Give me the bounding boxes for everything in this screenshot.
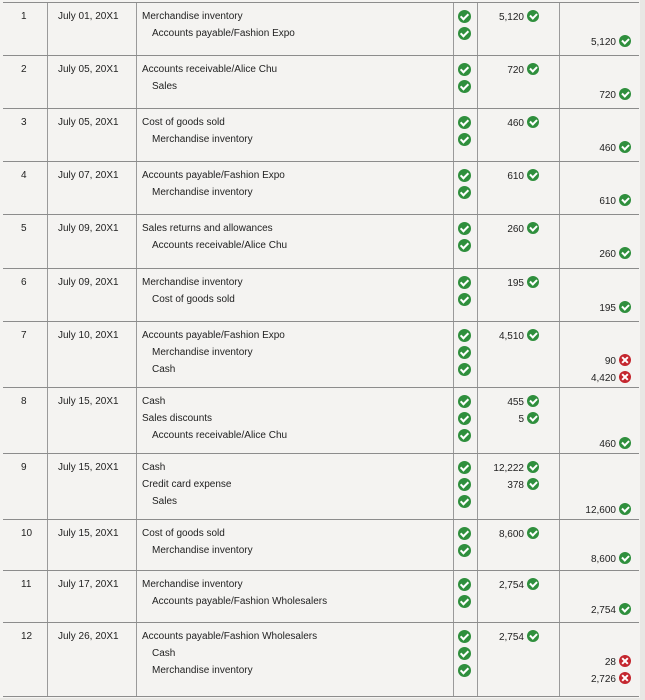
debit-value: 610 bbox=[507, 170, 524, 182]
column-divider bbox=[559, 215, 560, 268]
entry-date[interactable]: July 05, 20X1 bbox=[58, 64, 119, 75]
credit-value: 90 bbox=[604, 355, 616, 367]
column-divider bbox=[559, 56, 560, 108]
line-correct-icon bbox=[458, 10, 472, 24]
credit-amount[interactable] bbox=[599, 248, 631, 260]
correct-check-icon bbox=[527, 527, 539, 539]
account-name[interactable]: Sales bbox=[152, 81, 178, 92]
line-correct-icon bbox=[458, 647, 472, 661]
correct-check-icon bbox=[527, 10, 539, 22]
entry-number: 7 bbox=[21, 330, 27, 341]
correct-check-icon bbox=[527, 222, 539, 234]
column-divider bbox=[559, 454, 560, 519]
line-correct-icon bbox=[458, 80, 472, 94]
correct-check-icon bbox=[619, 503, 631, 515]
account-name[interactable]: Accounts payable/Fashion Wholesalers bbox=[142, 631, 318, 642]
journal-entry bbox=[3, 2, 639, 55]
account-name[interactable]: Cost of goods sold bbox=[142, 117, 225, 128]
debit-amount[interactable] bbox=[499, 330, 539, 342]
credit-value: 460 bbox=[599, 142, 616, 154]
journal-entry bbox=[3, 321, 639, 387]
column-divider bbox=[136, 269, 137, 321]
account-name[interactable]: Accounts receivable/Alice Chu bbox=[142, 64, 278, 75]
line-correct-icon bbox=[458, 595, 472, 609]
entry-date[interactable]: July 10, 20X1 bbox=[58, 330, 119, 341]
correct-check-icon bbox=[527, 412, 539, 424]
column-divider bbox=[559, 322, 560, 387]
line-correct-icon bbox=[458, 412, 472, 426]
credit-amount[interactable] bbox=[585, 504, 631, 516]
credit-amount[interactable] bbox=[605, 355, 631, 367]
column-divider bbox=[477, 162, 478, 214]
incorrect-x-icon bbox=[619, 655, 631, 667]
entry-date[interactable]: July 05, 20X1 bbox=[58, 117, 119, 128]
correct-check-icon bbox=[527, 478, 539, 490]
entry-number: 11 bbox=[21, 579, 32, 590]
debit-amount[interactable] bbox=[499, 631, 539, 643]
correct-check-icon bbox=[527, 63, 539, 75]
column-divider bbox=[136, 571, 137, 622]
column-divider bbox=[47, 269, 48, 321]
correct-check-icon bbox=[527, 116, 539, 128]
column-divider bbox=[477, 322, 478, 387]
column-divider bbox=[47, 215, 48, 268]
entry-number: 2 bbox=[21, 64, 27, 75]
line-correct-icon bbox=[458, 527, 472, 541]
column-divider bbox=[47, 109, 48, 161]
entry-number: 9 bbox=[21, 462, 27, 473]
debit-amount[interactable] bbox=[493, 462, 539, 474]
account-name[interactable]: Accounts payable/Fashion Wholesalers bbox=[152, 596, 328, 607]
account-name[interactable]: Sales returns and allowances bbox=[142, 223, 273, 234]
line-correct-icon bbox=[458, 461, 472, 475]
entry-number: 8 bbox=[21, 396, 27, 407]
account-name[interactable]: Merchandise inventory bbox=[142, 11, 243, 22]
correct-check-icon bbox=[527, 329, 539, 341]
column-divider bbox=[559, 269, 560, 321]
account-name[interactable]: Cost of goods sold bbox=[152, 294, 235, 305]
account-name[interactable]: Accounts payable/Fashion Expo bbox=[142, 330, 285, 341]
line-correct-icon bbox=[458, 346, 472, 360]
debit-value: 4,510 bbox=[498, 330, 524, 342]
entry-number: 10 bbox=[21, 528, 33, 539]
debit-value: 5,120 bbox=[498, 11, 524, 23]
column-divider bbox=[136, 322, 137, 387]
column-divider bbox=[559, 109, 560, 161]
column-divider bbox=[477, 109, 478, 161]
account-name[interactable]: Sales bbox=[152, 496, 178, 507]
credit-amount[interactable] bbox=[599, 142, 631, 154]
line-correct-icon bbox=[458, 186, 472, 200]
account-name[interactable]: Merchandise inventory bbox=[152, 134, 253, 145]
entry-number: 5 bbox=[21, 223, 27, 234]
correct-check-icon bbox=[619, 88, 631, 100]
credit-value: 12,600 bbox=[585, 504, 616, 516]
credit-value: 28 bbox=[604, 656, 616, 668]
debit-value: 720 bbox=[507, 64, 524, 76]
column-divider bbox=[453, 56, 454, 108]
debit-amount[interactable] bbox=[507, 117, 539, 129]
line-correct-icon bbox=[458, 27, 472, 41]
account-name[interactable]: Cash bbox=[152, 648, 176, 659]
correct-check-icon bbox=[527, 578, 539, 590]
column-divider bbox=[47, 623, 48, 696]
column-divider bbox=[477, 215, 478, 268]
column-divider bbox=[559, 388, 560, 453]
correct-check-icon bbox=[527, 461, 539, 473]
correct-check-icon bbox=[619, 194, 631, 206]
account-name[interactable]: Merchandise inventory bbox=[152, 665, 253, 676]
credit-value: 720 bbox=[599, 89, 616, 101]
entry-date[interactable]: July 15, 20X1 bbox=[58, 528, 119, 539]
line-correct-icon bbox=[458, 276, 472, 290]
debit-value: 2,754 bbox=[498, 579, 524, 591]
line-correct-icon bbox=[458, 169, 472, 183]
account-name[interactable]: Merchandise inventory bbox=[142, 277, 243, 288]
line-correct-icon bbox=[458, 329, 472, 343]
column-divider bbox=[136, 162, 137, 214]
credit-value: 8,600 bbox=[590, 553, 616, 565]
column-divider bbox=[453, 571, 454, 622]
column-divider bbox=[47, 3, 48, 55]
column-divider bbox=[136, 215, 137, 268]
debit-value: 260 bbox=[507, 223, 524, 235]
account-name[interactable]: Merchandise inventory bbox=[152, 187, 253, 198]
credit-value: 610 bbox=[599, 195, 616, 207]
incorrect-x-icon bbox=[619, 672, 631, 684]
column-divider bbox=[47, 162, 48, 214]
column-divider bbox=[453, 162, 454, 214]
correct-check-icon bbox=[619, 552, 631, 564]
credit-amount[interactable] bbox=[599, 438, 631, 450]
entry-date[interactable]: July 26, 20X1 bbox=[58, 631, 119, 642]
line-correct-icon bbox=[458, 478, 472, 492]
line-correct-icon bbox=[458, 664, 472, 678]
line-correct-icon bbox=[458, 116, 472, 130]
debit-value: 460 bbox=[507, 117, 524, 129]
entry-date[interactable]: July 09, 20X1 bbox=[58, 223, 119, 234]
debit-amount[interactable] bbox=[499, 528, 539, 540]
credit-amount[interactable] bbox=[599, 302, 631, 314]
debit-amount[interactable] bbox=[507, 170, 539, 182]
column-divider bbox=[477, 454, 478, 519]
debit-value: 12,222 bbox=[493, 462, 524, 474]
column-divider bbox=[136, 3, 137, 55]
entry-number: 1 bbox=[21, 11, 27, 22]
column-divider bbox=[477, 269, 478, 321]
credit-value: 2,726 bbox=[590, 673, 616, 685]
column-divider bbox=[453, 322, 454, 387]
column-divider bbox=[453, 623, 454, 696]
correct-check-icon bbox=[527, 169, 539, 181]
column-divider bbox=[559, 3, 560, 55]
column-divider bbox=[453, 520, 454, 570]
column-divider bbox=[453, 3, 454, 55]
credit-value: 5,120 bbox=[590, 36, 616, 48]
journal-entry bbox=[3, 519, 639, 570]
entry-date[interactable]: July 01, 20X1 bbox=[58, 11, 119, 22]
credit-amount[interactable] bbox=[599, 89, 631, 101]
line-correct-icon bbox=[458, 630, 472, 644]
column-divider bbox=[47, 454, 48, 519]
account-name[interactable]: Cash bbox=[142, 462, 166, 473]
column-divider bbox=[559, 520, 560, 570]
entry-date[interactable]: July 09, 20X1 bbox=[58, 277, 119, 288]
entry-number: 6 bbox=[21, 277, 27, 288]
column-divider bbox=[453, 269, 454, 321]
debit-value: 378 bbox=[507, 479, 524, 491]
journal-entry bbox=[3, 622, 639, 697]
debit-amount[interactable] bbox=[499, 579, 539, 591]
column-divider bbox=[47, 56, 48, 108]
line-correct-icon bbox=[458, 222, 472, 236]
incorrect-x-icon bbox=[619, 371, 631, 383]
account-name[interactable]: Accounts receivable/Alice Chu bbox=[152, 240, 288, 251]
journal-entry bbox=[3, 453, 639, 519]
credit-value: 4,420 bbox=[590, 372, 616, 384]
line-correct-icon bbox=[458, 395, 472, 409]
entry-date[interactable]: July 15, 20X1 bbox=[58, 462, 119, 473]
column-divider bbox=[477, 571, 478, 622]
column-divider bbox=[559, 571, 560, 622]
journal-entry bbox=[3, 570, 639, 622]
debit-amount[interactable] bbox=[499, 11, 539, 23]
debit-amount[interactable] bbox=[507, 223, 539, 235]
account-name[interactable]: Sales discounts bbox=[142, 413, 213, 424]
correct-check-icon bbox=[619, 603, 631, 615]
credit-amount[interactable] bbox=[591, 673, 631, 685]
account-name[interactable]: Credit card expense bbox=[142, 479, 232, 490]
line-correct-icon bbox=[458, 544, 472, 558]
entry-number: 3 bbox=[21, 117, 27, 128]
column-divider bbox=[47, 388, 48, 453]
debit-value: 455 bbox=[507, 396, 524, 408]
debit-amount[interactable] bbox=[518, 413, 539, 425]
journal-entry bbox=[3, 214, 639, 268]
journal-entry bbox=[3, 387, 639, 453]
account-name[interactable]: Cash bbox=[152, 364, 176, 375]
column-divider bbox=[477, 56, 478, 108]
credit-value: 460 bbox=[599, 438, 616, 450]
column-divider bbox=[47, 322, 48, 387]
correct-check-icon bbox=[619, 141, 631, 153]
column-divider bbox=[47, 520, 48, 570]
line-correct-icon bbox=[458, 429, 472, 443]
line-correct-icon bbox=[458, 578, 472, 592]
column-divider bbox=[453, 109, 454, 161]
line-correct-icon bbox=[458, 495, 472, 509]
line-correct-icon bbox=[458, 239, 472, 253]
account-name[interactable]: Accounts receivable/Alice Chu bbox=[152, 430, 288, 441]
column-divider bbox=[453, 454, 454, 519]
credit-amount[interactable] bbox=[591, 604, 631, 616]
column-divider bbox=[477, 3, 478, 55]
debit-value: 2,754 bbox=[498, 631, 524, 643]
correct-check-icon bbox=[619, 437, 631, 449]
credit-amount[interactable] bbox=[591, 553, 631, 565]
column-divider bbox=[136, 388, 137, 453]
debit-value: 8,600 bbox=[498, 528, 524, 540]
debit-amount[interactable] bbox=[507, 479, 539, 491]
correct-check-icon bbox=[619, 35, 631, 47]
column-divider bbox=[559, 623, 560, 696]
column-divider bbox=[136, 520, 137, 570]
journal-entry bbox=[3, 268, 639, 321]
correct-check-icon bbox=[619, 247, 631, 259]
debit-value: 5 bbox=[518, 413, 524, 425]
journal-entry bbox=[3, 55, 639, 108]
column-divider bbox=[477, 623, 478, 696]
account-name[interactable]: Accounts payable/Fashion Expo bbox=[142, 170, 285, 181]
column-divider bbox=[136, 454, 137, 519]
column-divider bbox=[477, 520, 478, 570]
debit-value: 195 bbox=[507, 277, 524, 289]
credit-value: 2,754 bbox=[590, 604, 616, 616]
debit-amount[interactable] bbox=[507, 396, 539, 408]
column-divider bbox=[136, 56, 137, 108]
line-correct-icon bbox=[458, 63, 472, 77]
correct-check-icon bbox=[527, 395, 539, 407]
account-name[interactable]: Cash bbox=[142, 396, 166, 407]
account-name[interactable]: Cost of goods sold bbox=[142, 528, 225, 539]
entry-date[interactable]: July 07, 20X1 bbox=[58, 170, 119, 181]
entry-number: 4 bbox=[21, 170, 27, 181]
line-correct-icon bbox=[458, 363, 472, 377]
credit-value: 260 bbox=[599, 248, 616, 260]
column-divider bbox=[477, 388, 478, 453]
credit-value: 195 bbox=[599, 302, 616, 314]
entry-date[interactable]: July 17, 20X1 bbox=[58, 579, 119, 590]
line-correct-icon bbox=[458, 133, 472, 147]
column-divider bbox=[559, 162, 560, 214]
journal-entry bbox=[3, 108, 639, 161]
journal-entry bbox=[3, 161, 639, 214]
column-divider bbox=[136, 623, 137, 696]
entry-number: 12 bbox=[21, 631, 33, 642]
correct-check-icon bbox=[619, 301, 631, 313]
credit-amount[interactable] bbox=[605, 656, 631, 668]
column-divider bbox=[136, 109, 137, 161]
account-name[interactable]: Merchandise inventory bbox=[142, 579, 243, 590]
debit-amount[interactable] bbox=[507, 277, 539, 289]
correct-check-icon bbox=[527, 630, 539, 642]
credit-amount[interactable] bbox=[591, 372, 631, 384]
entry-date[interactable]: July 15, 20X1 bbox=[58, 396, 119, 407]
column-divider bbox=[453, 388, 454, 453]
account-name[interactable]: Merchandise inventory bbox=[152, 347, 253, 358]
account-name[interactable]: Merchandise inventory bbox=[152, 545, 253, 556]
column-divider bbox=[453, 215, 454, 268]
incorrect-x-icon bbox=[619, 354, 631, 366]
account-name[interactable]: Accounts payable/Fashion Expo bbox=[152, 28, 295, 39]
line-correct-icon bbox=[458, 293, 472, 307]
credit-amount[interactable] bbox=[591, 36, 631, 48]
credit-amount[interactable] bbox=[599, 195, 631, 207]
correct-check-icon bbox=[527, 276, 539, 288]
debit-amount[interactable] bbox=[507, 64, 539, 76]
column-divider bbox=[47, 571, 48, 622]
